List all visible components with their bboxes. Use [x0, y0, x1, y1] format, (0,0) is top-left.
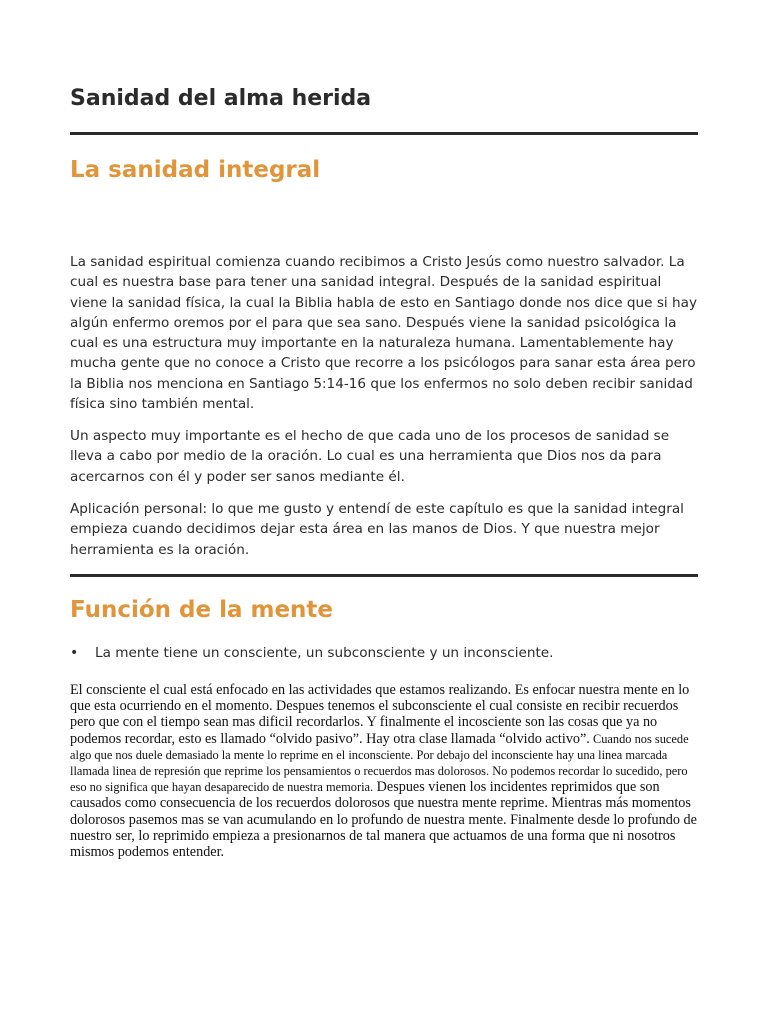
paragraph: Aplicación personal: lo que me gusto y entendí de este capítulo es que la sanidad integral empieza cuando decidimos dejar esta área en las manos de Dios. Y que nuestra mejor herramienta es la oración. [70, 501, 684, 558]
section-heading-sanidad-integral: La sanidad integral [70, 157, 321, 183]
section-heading-funcion-mente: Función de la mente [70, 597, 334, 623]
paragraph-text: Despues vienen los incidentes reprimidos que son causados como consecuencia de los recuerdos dolorosos que nuestra mente reprime. Mientras más momentos dolorosos pasemos mas se van acumulando en lo profundo de nuestra mente. Finalmente desde lo profundo de nuestro ser, lo reprimido empieza a presionarnos de tal manera que actuamos de una forma que ni nosotros mismos podemos entender. [70, 779, 697, 861]
section-divider [70, 574, 698, 577]
paragraph: La sanidad espiritual comienza cuando recibimos a Cristo Jesús como nuestro salvador. La cual es nuestra base para tener una sanidad integral. Después de la sanidad espiritual viene la sanidad física, la cual la Biblia habla de esto en Santiago donde nos dice que si hay algún enfermo oremos por el para que sea sano. Después viene la sanidad psicológica la cual es una estructura muy importante en la naturaleza humana. Lamentablemente hay mucha gente que no conoce a Cristo que recorre a los psicólogos para sanar esta área pero la Biblia nos menciona en Santiago 5:14-16 que los enfermos no solo deben recibir sanidad física sino también mental. [70, 254, 697, 413]
paragraph: Un aspecto muy importante es el hecho de que cada uno de los procesos de sanidad se lleva a cabo por medio de la oración. Lo cual es una herramienta que Dios nos da para acercarnos con él y poder ser sanos mediante él. [70, 428, 670, 485]
document-title: Sanidad del alma herida [70, 86, 372, 111]
paragraph-text-small: Cuando nos sucede algo que nos duele demasiado la mente lo reprime en el inconsciente. Por debajo del inconsciente hay una linea marcada llamada linea de represión que reprime los pensamientos o recuerdos mas dolorosos. No podemos recordar lo sucedido, pero eso no significa que hayan desaparecido de nuestra memoria. [70, 731, 689, 795]
bullet-text: La mente tiene un consciente, un subconsciente y un inconsciente. [95, 645, 554, 661]
bullet-icon: • [70, 645, 79, 661]
title-divider [70, 132, 698, 135]
mind-description-paragraph [70, 682, 698, 860]
paragraph-text: El consciente el cual está enfocado en las actividades que estamos realizando. Es enfocar nuestra mente en lo que esta ocurriendo en el momento. Despues tenemos el subconsciente el cual consiste en recibir recuerdos pero que con el tiempo sean mas dificil recordarlos. Y finalmente el incosciente son las cosas que ya no podemos recordar, esto es llamado “olvido pasivo”. Hay otra clase llamada “olvido activo”. [70, 682, 690, 747]
